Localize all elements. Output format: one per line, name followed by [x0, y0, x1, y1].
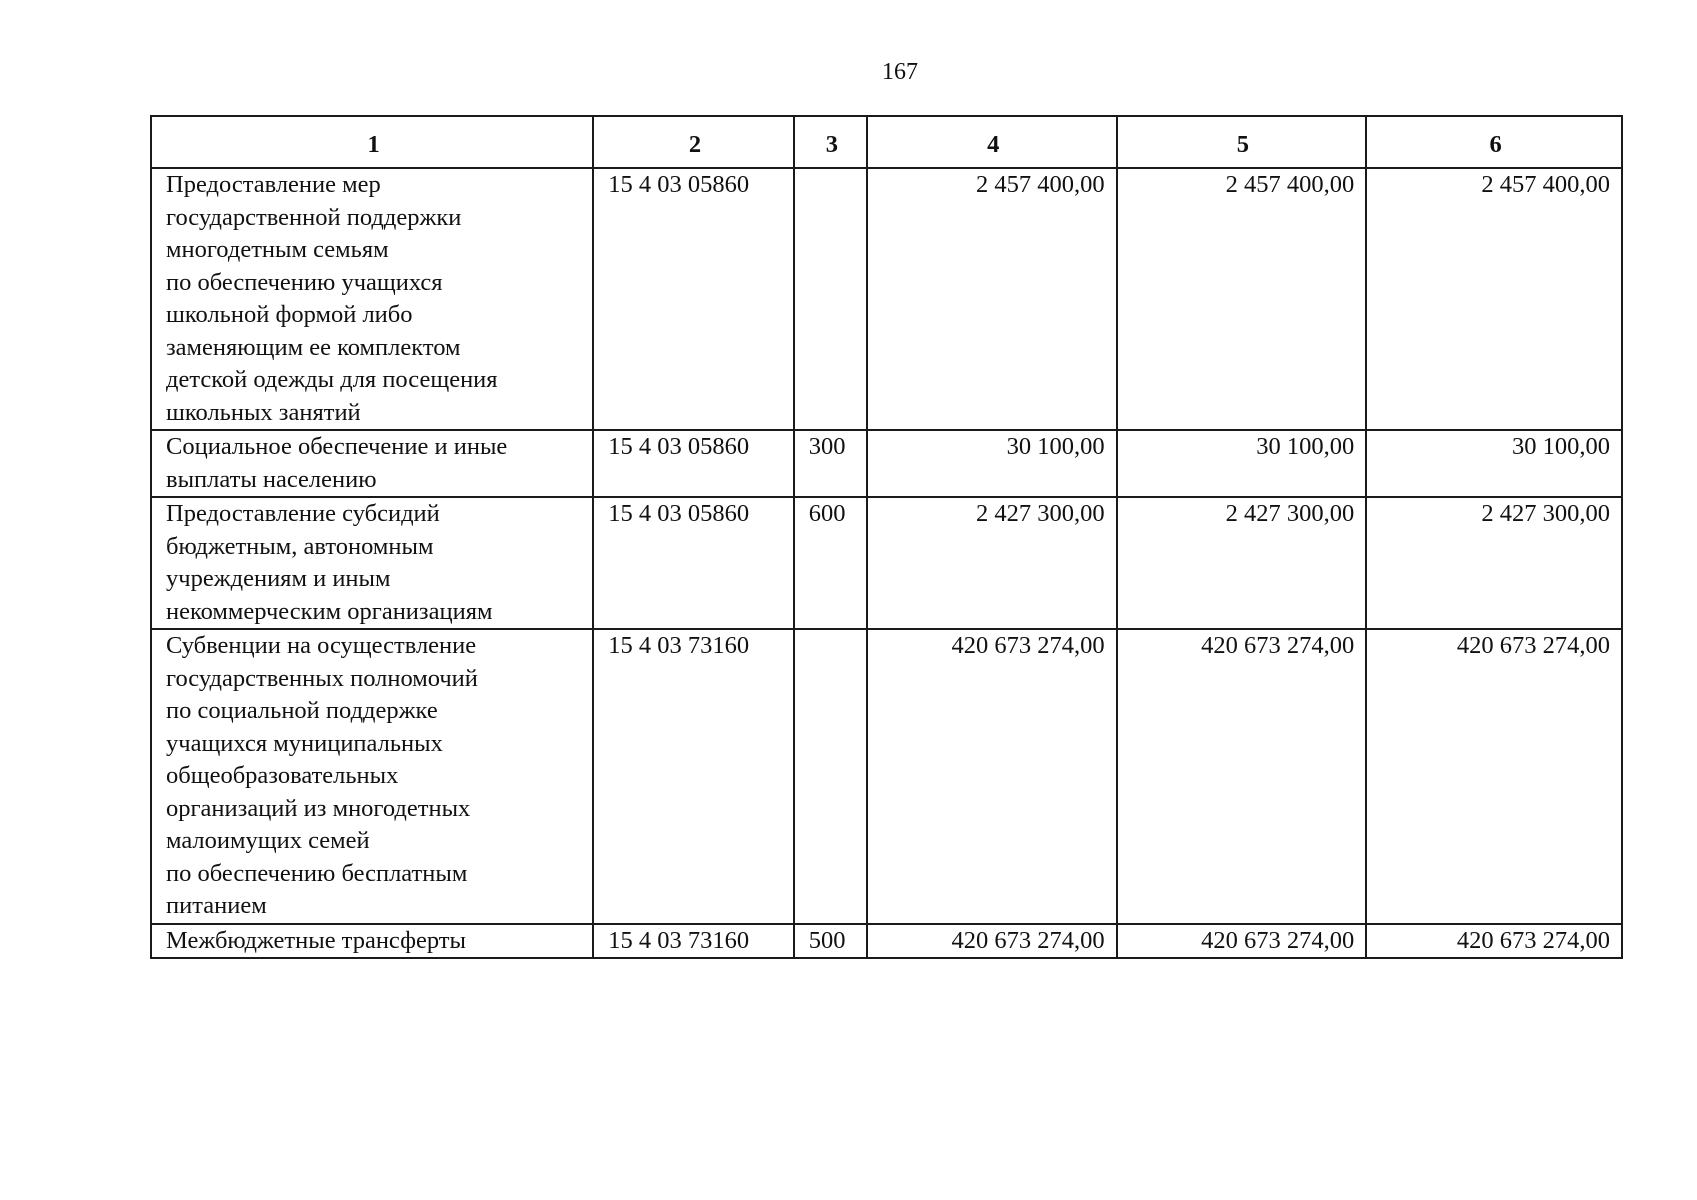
- row-amount-5-cell: 2 427 300,00: [1117, 497, 1367, 629]
- column-header-3: 3: [794, 116, 867, 168]
- row-amount-4-cell: 420 673 274,00: [867, 924, 1117, 959]
- row-amount-6-cell: 2 427 300,00: [1366, 497, 1622, 629]
- row-name-cell: Предоставление субсидий бюджетным, автономным учреждениям и иным некоммерческим организациям: [151, 497, 593, 629]
- row-csr-cell: 15 4 03 05860: [593, 430, 794, 497]
- table-row: [151, 430, 1622, 497]
- table-row: [151, 497, 1622, 629]
- page-number: 167: [882, 59, 918, 85]
- row-amount-5-cell: 30 100,00: [1117, 430, 1367, 497]
- row-vr-cell: [794, 168, 867, 430]
- column-header-5: 5: [1117, 116, 1367, 168]
- row-amount-6-cell: 420 673 274,00: [1366, 629, 1622, 924]
- row-amount-4-cell: 2 427 300,00: [867, 497, 1117, 629]
- row-csr-cell: 15 4 03 73160: [593, 924, 794, 959]
- row-vr-cell: 500: [794, 924, 867, 959]
- budget-table: [150, 115, 1623, 959]
- column-header-2: 2: [593, 116, 794, 168]
- row-amount-4-cell: 30 100,00: [867, 430, 1117, 497]
- row-name-cell: Социальное обеспечение и иные выплаты населению: [151, 430, 593, 497]
- row-amount-4-cell: 420 673 274,00: [867, 629, 1117, 924]
- row-name-cell: Предоставление мер государственной поддержки многодетным семьям по обеспечению учащихся школьной формой либо заменяющим ее комплектом детской одежды для посещения школьных занятий: [151, 168, 593, 430]
- table-row: [151, 629, 1622, 924]
- row-csr-cell: 15 4 03 73160: [593, 629, 794, 924]
- row-amount-5-cell: 2 457 400,00: [1117, 168, 1367, 430]
- row-csr-cell: 15 4 03 05860: [593, 497, 794, 629]
- row-vr-cell: [794, 629, 867, 924]
- row-amount-6-cell: 2 457 400,00: [1366, 168, 1622, 430]
- row-vr-cell: 600: [794, 497, 867, 629]
- table-row: [151, 924, 1622, 959]
- row-name-cell: Субвенции на осуществление государственных полномочий по социальной поддержке учащихся муниципальных общеобразовательных организаций из многодетных малоимущих семей по обеспечению бесплатным питанием: [151, 629, 593, 924]
- row-amount-5-cell: 420 673 274,00: [1117, 629, 1367, 924]
- table-row: [151, 168, 1622, 430]
- column-header-4: 4: [867, 116, 1117, 168]
- table-header-row: [151, 116, 1622, 168]
- row-amount-6-cell: 420 673 274,00: [1366, 924, 1622, 959]
- row-amount-5-cell: 420 673 274,00: [1117, 924, 1367, 959]
- column-header-1: 1: [151, 116, 593, 168]
- row-vr-cell: 300: [794, 430, 867, 497]
- row-name-cell: Межбюджетные трансферты: [151, 924, 593, 959]
- row-amount-6-cell: 30 100,00: [1366, 430, 1622, 497]
- column-header-6: 6: [1366, 116, 1622, 168]
- row-amount-4-cell: 2 457 400,00: [867, 168, 1117, 430]
- row-csr-cell: 15 4 03 05860: [593, 168, 794, 430]
